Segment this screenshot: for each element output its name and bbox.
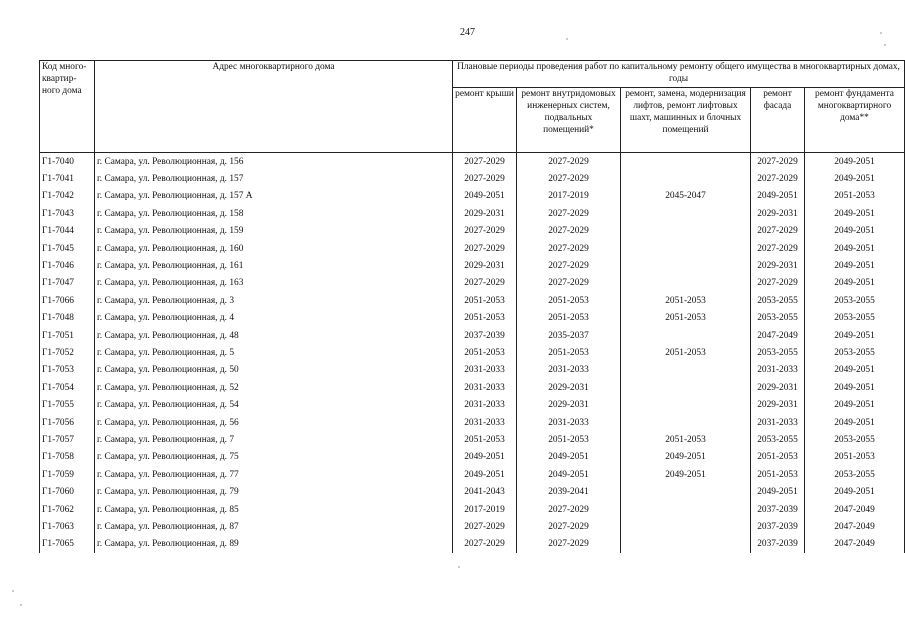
table-row <box>40 396 905 413</box>
cell-code: Г1-7060 <box>40 483 95 500</box>
cell-code: Г1-7056 <box>40 414 95 431</box>
cell-facade: 2037-2039 <box>751 501 805 518</box>
cell-systems: 2051-2053 <box>517 344 621 361</box>
table-row <box>40 257 905 274</box>
cell-roof: 2041-2043 <box>453 483 517 500</box>
cell-lifts <box>621 518 751 535</box>
cell-foundation: 2049-2051 <box>805 257 905 274</box>
cell-lifts <box>621 327 751 344</box>
cell-foundation: 2053-2055 <box>805 466 905 483</box>
header-lifts: ремонт, замена, модернизация лифтов, ремонт лифтовых шахт, машинных и блочных помещений <box>621 88 751 153</box>
cell-roof: 2027-2029 <box>453 170 517 187</box>
cell-lifts: 2049-2051 <box>621 466 751 483</box>
cell-foundation: 2049-2051 <box>805 379 905 396</box>
cell-systems: 2027-2029 <box>517 205 621 222</box>
cell-facade: 2027-2029 <box>751 275 805 292</box>
cell-roof: 2027-2029 <box>453 536 517 553</box>
cell-foundation: 2053-2055 <box>805 310 905 327</box>
header-systems: ремонт внутридомовых инженерных систем, подвальных помещений* <box>517 88 621 153</box>
table-row <box>40 275 905 292</box>
cell-code: Г1-7058 <box>40 449 95 466</box>
table-row <box>40 362 905 379</box>
scan-speck <box>458 566 460 568</box>
table-row <box>40 344 905 361</box>
cell-facade: 2029-2031 <box>751 379 805 396</box>
cell-address: г. Самара, ул. Революционная, д. 48 <box>95 327 453 344</box>
scan-speck <box>566 38 568 40</box>
cell-lifts <box>621 414 751 431</box>
cell-code: Г1-7040 <box>40 153 95 171</box>
cell-code: Г1-7047 <box>40 275 95 292</box>
cell-roof: 2037-2039 <box>453 327 517 344</box>
table-row <box>40 483 905 500</box>
cell-lifts <box>621 205 751 222</box>
cell-systems: 2027-2029 <box>517 501 621 518</box>
cell-facade: 2049-2051 <box>751 483 805 500</box>
cell-lifts: 2051-2053 <box>621 310 751 327</box>
cell-address: г. Самара, ул. Революционная, д. 4 <box>95 310 453 327</box>
cell-facade: 2047-2049 <box>751 327 805 344</box>
cell-lifts <box>621 153 751 171</box>
scan-speck <box>880 32 882 34</box>
cell-systems: 2031-2033 <box>517 362 621 379</box>
cell-roof: 2049-2051 <box>453 188 517 205</box>
cell-roof: 2051-2053 <box>453 310 517 327</box>
scan-speck <box>884 44 886 46</box>
cell-lifts <box>621 223 751 240</box>
cell-lifts: 2051-2053 <box>621 431 751 448</box>
cell-lifts <box>621 240 751 257</box>
cell-systems: 2029-2031 <box>517 379 621 396</box>
cell-roof: 2049-2051 <box>453 449 517 466</box>
cell-address: г. Самара, ул. Революционная, д. 156 <box>95 153 453 171</box>
table-row <box>40 536 905 553</box>
table-row <box>40 518 905 535</box>
cell-code: Г1-7066 <box>40 292 95 309</box>
cell-facade: 2049-2051 <box>751 188 805 205</box>
cell-systems: 2027-2029 <box>517 223 621 240</box>
cell-facade: 2053-2055 <box>751 292 805 309</box>
cell-roof: 2027-2029 <box>453 240 517 257</box>
cell-foundation: 2053-2055 <box>805 292 905 309</box>
table-row <box>40 414 905 431</box>
cell-foundation: 2049-2051 <box>805 396 905 413</box>
table-row <box>40 223 905 240</box>
cell-lifts <box>621 396 751 413</box>
cell-roof: 2027-2029 <box>453 223 517 240</box>
cell-facade: 2027-2029 <box>751 153 805 171</box>
cell-foundation: 2049-2051 <box>805 223 905 240</box>
cell-roof: 2017-2019 <box>453 501 517 518</box>
cell-lifts <box>621 379 751 396</box>
cell-systems: 2027-2029 <box>517 257 621 274</box>
cell-systems: 2051-2053 <box>517 431 621 448</box>
cell-systems: 2027-2029 <box>517 536 621 553</box>
cell-code: Г1-7063 <box>40 518 95 535</box>
cell-systems: 2027-2029 <box>517 170 621 187</box>
cell-lifts <box>621 362 751 379</box>
cell-address: г. Самара, ул. Революционная, д. 77 <box>95 466 453 483</box>
cell-roof: 2051-2053 <box>453 431 517 448</box>
table-row <box>40 431 905 448</box>
table-row <box>40 292 905 309</box>
cell-systems: 2051-2053 <box>517 292 621 309</box>
cell-systems: 2027-2029 <box>517 240 621 257</box>
cell-address: г. Самара, ул. Революционная, д. 75 <box>95 449 453 466</box>
cell-lifts <box>621 275 751 292</box>
cell-code: Г1-7045 <box>40 240 95 257</box>
cell-foundation: 2049-2051 <box>805 275 905 292</box>
cell-facade: 2029-2031 <box>751 396 805 413</box>
cell-systems: 2049-2051 <box>517 466 621 483</box>
table-row <box>40 188 905 205</box>
cell-systems: 2017-2019 <box>517 188 621 205</box>
cell-systems: 2027-2029 <box>517 275 621 292</box>
scan-speck <box>20 604 22 606</box>
cell-facade: 2029-2031 <box>751 205 805 222</box>
cell-foundation: 2049-2051 <box>805 483 905 500</box>
cell-address: г. Самара, ул. Революционная, д. 85 <box>95 501 453 518</box>
cell-address: г. Самара, ул. Революционная, д. 157 А <box>95 188 453 205</box>
cell-systems: 2039-2041 <box>517 483 621 500</box>
table-row <box>40 310 905 327</box>
cell-address: г. Самара, ул. Революционная, д. 56 <box>95 414 453 431</box>
cell-lifts <box>621 536 751 553</box>
cell-lifts: 2051-2053 <box>621 344 751 361</box>
cell-address: г. Самара, ул. Революционная, д. 7 <box>95 431 453 448</box>
cell-lifts <box>621 501 751 518</box>
cell-address: г. Самара, ул. Революционная, д. 5 <box>95 344 453 361</box>
cell-code: Г1-7044 <box>40 223 95 240</box>
cell-facade: 2053-2055 <box>751 344 805 361</box>
cell-address: г. Самара, ул. Революционная, д. 89 <box>95 536 453 553</box>
header-code: Код много-квартир-ного дома <box>40 61 95 153</box>
cell-facade: 2037-2039 <box>751 518 805 535</box>
cell-foundation: 2049-2051 <box>805 205 905 222</box>
cell-roof: 2031-2033 <box>453 379 517 396</box>
cell-systems: 2035-2037 <box>517 327 621 344</box>
table-row <box>40 240 905 257</box>
cell-lifts <box>621 257 751 274</box>
cell-facade: 2037-2039 <box>751 536 805 553</box>
cell-foundation: 2049-2051 <box>805 362 905 379</box>
cell-address: г. Самара, ул. Революционная, д. 79 <box>95 483 453 500</box>
cell-address: г. Самара, ул. Революционная, д. 54 <box>95 396 453 413</box>
cell-facade: 2051-2053 <box>751 466 805 483</box>
cell-code: Г1-7054 <box>40 379 95 396</box>
cell-roof: 2049-2051 <box>453 466 517 483</box>
cell-code: Г1-7055 <box>40 396 95 413</box>
cell-code: Г1-7057 <box>40 431 95 448</box>
cell-facade: 2031-2033 <box>751 362 805 379</box>
cell-code: Г1-7041 <box>40 170 95 187</box>
cell-roof: 2027-2029 <box>453 518 517 535</box>
page-number: 247 <box>460 27 475 38</box>
cell-roof: 2051-2053 <box>453 292 517 309</box>
cell-systems: 2049-2051 <box>517 449 621 466</box>
cell-foundation: 2053-2055 <box>805 431 905 448</box>
cell-code: Г1-7042 <box>40 188 95 205</box>
header-roof: ремонт крыши <box>453 88 517 153</box>
cell-code: Г1-7065 <box>40 536 95 553</box>
cell-foundation: 2049-2051 <box>805 240 905 257</box>
cell-systems: 2029-2031 <box>517 396 621 413</box>
cell-foundation: 2049-2051 <box>805 170 905 187</box>
cell-address: г. Самара, ул. Революционная, д. 158 <box>95 205 453 222</box>
cell-systems: 2027-2029 <box>517 518 621 535</box>
cell-roof: 2031-2033 <box>453 362 517 379</box>
cell-address: г. Самара, ул. Революционная, д. 160 <box>95 240 453 257</box>
cell-address: г. Самара, ул. Революционная, д. 159 <box>95 223 453 240</box>
cell-foundation: 2047-2049 <box>805 518 905 535</box>
repair-schedule-table <box>39 60 905 553</box>
table-row <box>40 466 905 483</box>
header-facade: ремонт фасада <box>751 88 805 153</box>
cell-roof: 2031-2033 <box>453 414 517 431</box>
cell-code: Г1-7046 <box>40 257 95 274</box>
cell-systems: 2051-2053 <box>517 310 621 327</box>
cell-facade: 2031-2033 <box>751 414 805 431</box>
cell-roof: 2029-2031 <box>453 257 517 274</box>
header-row-1 <box>40 61 905 88</box>
cell-facade: 2029-2031 <box>751 257 805 274</box>
cell-address: г. Самара, ул. Революционная, д. 87 <box>95 518 453 535</box>
cell-address: г. Самара, ул. Революционная, д. 163 <box>95 275 453 292</box>
cell-roof: 2051-2053 <box>453 344 517 361</box>
cell-lifts <box>621 170 751 187</box>
cell-roof: 2031-2033 <box>453 396 517 413</box>
cell-foundation: 2049-2051 <box>805 414 905 431</box>
cell-roof: 2029-2031 <box>453 205 517 222</box>
cell-facade: 2027-2029 <box>751 170 805 187</box>
cell-lifts: 2049-2051 <box>621 449 751 466</box>
cell-code: Г1-7043 <box>40 205 95 222</box>
cell-roof: 2027-2029 <box>453 275 517 292</box>
cell-code: Г1-7048 <box>40 310 95 327</box>
cell-foundation: 2049-2051 <box>805 153 905 171</box>
cell-facade: 2053-2055 <box>751 431 805 448</box>
cell-systems: 2027-2029 <box>517 153 621 171</box>
cell-roof: 2027-2029 <box>453 153 517 171</box>
table-row <box>40 379 905 396</box>
cell-address: г. Самара, ул. Революционная, д. 50 <box>95 362 453 379</box>
header-address: Адрес многоквартирного дома <box>95 61 453 153</box>
cell-code: Г1-7059 <box>40 466 95 483</box>
table-row <box>40 449 905 466</box>
cell-facade: 2051-2053 <box>751 449 805 466</box>
cell-address: г. Самара, ул. Революционная, д. 52 <box>95 379 453 396</box>
table-row <box>40 205 905 222</box>
cell-foundation: 2049-2051 <box>805 327 905 344</box>
cell-systems: 2031-2033 <box>517 414 621 431</box>
table-row <box>40 170 905 187</box>
cell-lifts: 2045-2047 <box>621 188 751 205</box>
cell-address: г. Самара, ул. Революционная, д. 3 <box>95 292 453 309</box>
cell-code: Г1-7053 <box>40 362 95 379</box>
cell-foundation: 2047-2049 <box>805 501 905 518</box>
table-row <box>40 153 905 171</box>
cell-lifts <box>621 483 751 500</box>
cell-code: Г1-7051 <box>40 327 95 344</box>
table-row <box>40 501 905 518</box>
table-row <box>40 327 905 344</box>
header-periods: Плановые периоды проведения работ по капитальному ремонту общего имущества в многоквартирных домах, годы <box>453 61 905 88</box>
cell-address: г. Самара, ул. Революционная, д. 157 <box>95 170 453 187</box>
header-foundation: ремонт фундамента многоквартирного дома** <box>805 88 905 153</box>
scan-speck <box>12 590 14 592</box>
cell-foundation: 2051-2053 <box>805 188 905 205</box>
cell-address: г. Самара, ул. Революционная, д. 161 <box>95 257 453 274</box>
cell-facade: 2053-2055 <box>751 310 805 327</box>
cell-facade: 2027-2029 <box>751 223 805 240</box>
cell-facade: 2027-2029 <box>751 240 805 257</box>
cell-code: Г1-7062 <box>40 501 95 518</box>
cell-code: Г1-7052 <box>40 344 95 361</box>
cell-lifts: 2051-2053 <box>621 292 751 309</box>
cell-foundation: 2047-2049 <box>805 536 905 553</box>
cell-foundation: 2051-2053 <box>805 449 905 466</box>
cell-foundation: 2053-2055 <box>805 344 905 361</box>
